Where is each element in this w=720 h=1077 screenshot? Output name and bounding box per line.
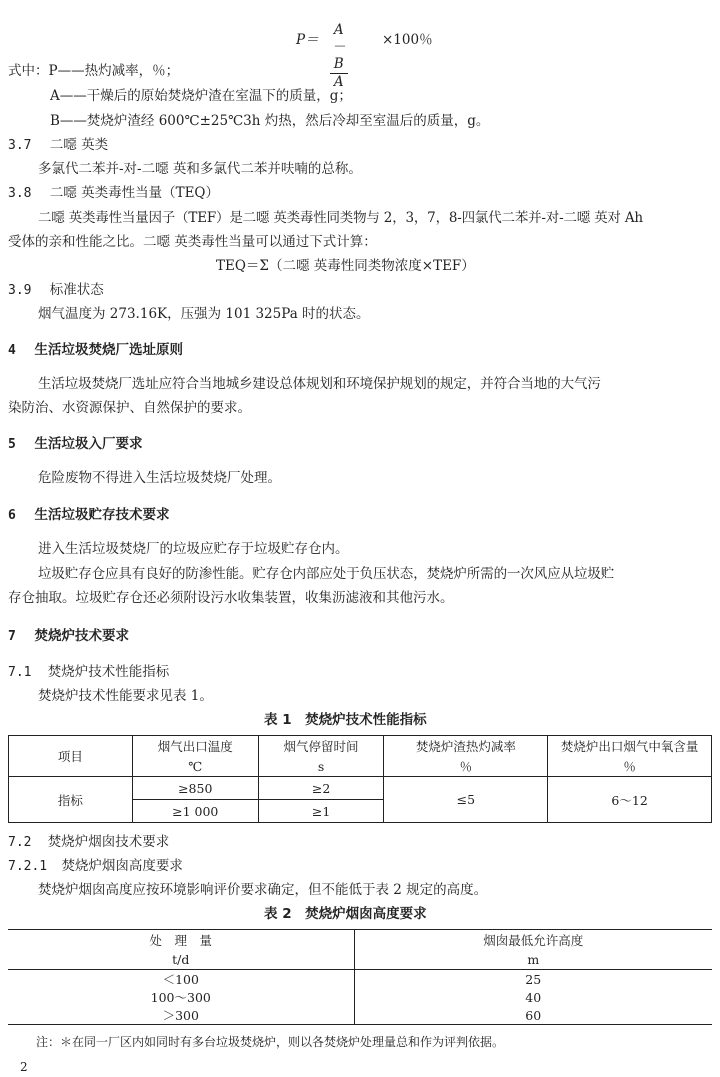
formula-numerator: A－B	[332, 22, 346, 72]
table-2-capacity-cell: ＜100	[8, 970, 354, 989]
table-2-capacity-cell: 100～300	[150, 990, 211, 1005]
section-title: 焚烧炉技术要求	[34, 628, 130, 644]
table-2-note: 注：＊在同一厂区内如同时有多台垃圾焚烧炉，则以各焚烧炉处理量总和作为评判依据。	[36, 1035, 505, 1049]
section-number: 3.8	[8, 186, 32, 201]
table-2-height-cell: 25	[354, 970, 712, 989]
section-3-8-heading	[8, 184, 219, 203]
where-line-b: B——焚烧炉渣经 600℃±25℃3h 灼热，然后冷却至室温后的质量，g。	[50, 113, 490, 129]
table-1-time-2: ≥1	[258, 800, 384, 823]
table-1-unit-temp: ℃	[132, 757, 258, 777]
table-1-o2: 6～12	[548, 777, 712, 823]
table-2-unit-capacity: t/d	[8, 950, 354, 970]
section-7-2-1-heading	[8, 857, 183, 876]
section-4-body-2: 染防治、水资源保护、自然保护的要求。	[8, 400, 251, 416]
table-1-unit-time: s	[258, 757, 384, 777]
table-2-caption: 表 2 焚烧炉烟囱高度要求	[264, 906, 427, 922]
table-1-header-item: 项目	[9, 736, 133, 777]
table-1-temp-2: ≥1 000	[132, 800, 258, 823]
table-2-header-height: 烟囱最低允许高度	[354, 930, 712, 950]
section-title: 二噁 英类	[49, 137, 109, 153]
where-line-a: A——干燥后的原始焚烧炉渣在室温下的质量，g；	[50, 88, 352, 104]
section-7-1-body: 焚烧炉技术性能要求见表 1。	[38, 688, 213, 704]
section-5-body: 危险废物不得进入生活垃圾焚烧厂处理。	[38, 470, 281, 486]
section-number: 7.1	[8, 665, 32, 680]
table-1-loss: ≤5	[384, 777, 548, 823]
section-5-heading	[8, 435, 143, 454]
table-1-time-1: ≥2	[258, 777, 384, 800]
table-1-header-time: 烟气停留时间	[258, 736, 384, 757]
section-3-7-body: 多氯代二苯并-对-二噁 英和多氯代二苯并呋喃的总称。	[38, 161, 362, 177]
table-1-temp-1: ≥850	[132, 777, 258, 800]
section-number: 5	[8, 437, 16, 452]
section-title: 二噁 英类毒性当量（TEQ）	[49, 185, 219, 201]
table-2-height-cell: 60	[354, 1006, 712, 1025]
section-4-body-1: 生活垃圾焚烧厂选址应符合当地城乡建设总体规划和环境保护规划的规定，并符合当地的大气污	[38, 376, 601, 392]
section-6-body-1: 进入生活垃圾焚烧厂的垃圾应贮存于垃圾贮存仓内。	[38, 541, 349, 557]
table-1-unit-loss: ％	[384, 757, 548, 777]
section-title: 生活垃圾入厂要求	[34, 436, 143, 452]
section-3-9-heading	[8, 281, 104, 300]
section-title: 生活垃圾贮存技术要求	[34, 507, 170, 523]
section-3-7-heading	[8, 136, 108, 155]
section-4-heading	[8, 341, 183, 360]
table-1-header-temp: 烟气出口温度	[132, 736, 258, 757]
section-7-1-heading	[8, 663, 169, 682]
section-title: 生活垃圾焚烧厂选址原则	[34, 342, 184, 358]
formula-fraction	[330, 22, 348, 91]
table-1-caption: 表 1 焚烧炉技术性能指标	[264, 712, 427, 728]
section-6-body-3: 存仓抽取。垃圾贮存仓还必须附设污水收集装置，收集沥滤液和其他污水。	[8, 590, 454, 606]
section-3-9-body: 烟气温度为 273.16K，压强为 101 325Pa 时的状态。	[38, 306, 370, 322]
formula-lhs: P＝	[296, 32, 319, 48]
formula-denominator: A	[333, 74, 344, 90]
section-title: 焚烧炉烟囱技术要求	[47, 834, 170, 850]
teq-formula: TEQ＝Σ（二噁 英毒性同类物浓度×TEF）	[216, 258, 475, 274]
section-6-heading	[8, 506, 170, 525]
formula-rhs: ×100％	[382, 32, 433, 48]
section-7-2-heading	[8, 833, 169, 852]
table-2	[8, 929, 712, 1025]
table-1-unit-o2: ％	[548, 757, 712, 777]
section-3-8-body-1: 二噁 英类毒性当量因子（TEF）是二噁 英类毒性同类物与 2，3，7，8-四氯代二苯并-对-二噁 英对 Ah	[38, 210, 643, 226]
page-number: 2	[20, 1060, 28, 1074]
section-number: 7	[8, 629, 16, 644]
section-title: 标准状态	[49, 282, 104, 298]
table-1	[8, 735, 712, 823]
table-2-height-cell: 40	[354, 988, 712, 1006]
section-7-heading	[8, 627, 129, 646]
section-7-2-1-body: 焚烧炉烟囱高度应按环境影响评价要求确定，但不能低于表 2 规定的高度。	[38, 882, 488, 898]
table-2-capacity-cell: ＞300	[8, 1006, 354, 1025]
section-number: 6	[8, 508, 16, 523]
where-line-p: 式中：P——热灼减率，％；	[8, 63, 180, 79]
section-title: 焚烧炉技术性能指标	[47, 664, 170, 680]
table-2-header-capacity: 处 理 量	[8, 930, 354, 950]
section-number: 4	[8, 343, 16, 358]
section-number: 3.9	[8, 283, 32, 298]
section-3-8-body-2: 受体的亲和性能之比。二噁 英类毒性当量可以通过下式计算：	[8, 234, 377, 250]
section-number: 3.7	[8, 138, 32, 153]
table-1-row-label: 指标	[9, 777, 133, 823]
table-2-unit-height: m	[354, 950, 712, 970]
table-1-header-loss: 焚烧炉渣热灼减率	[384, 736, 548, 757]
section-number: 7.2.1	[8, 859, 48, 874]
table-1-header-o2: 焚烧炉出口烟气中氧含量	[548, 736, 712, 757]
section-6-body-2: 垃圾贮存仓应具有良好的防渗性能。贮存仓内部应处于负压状态，焚烧炉所需的一次风应从垃圾贮	[38, 566, 615, 582]
section-number: 7.2	[8, 835, 32, 850]
section-title: 焚烧炉烟囱高度要求	[61, 858, 183, 874]
